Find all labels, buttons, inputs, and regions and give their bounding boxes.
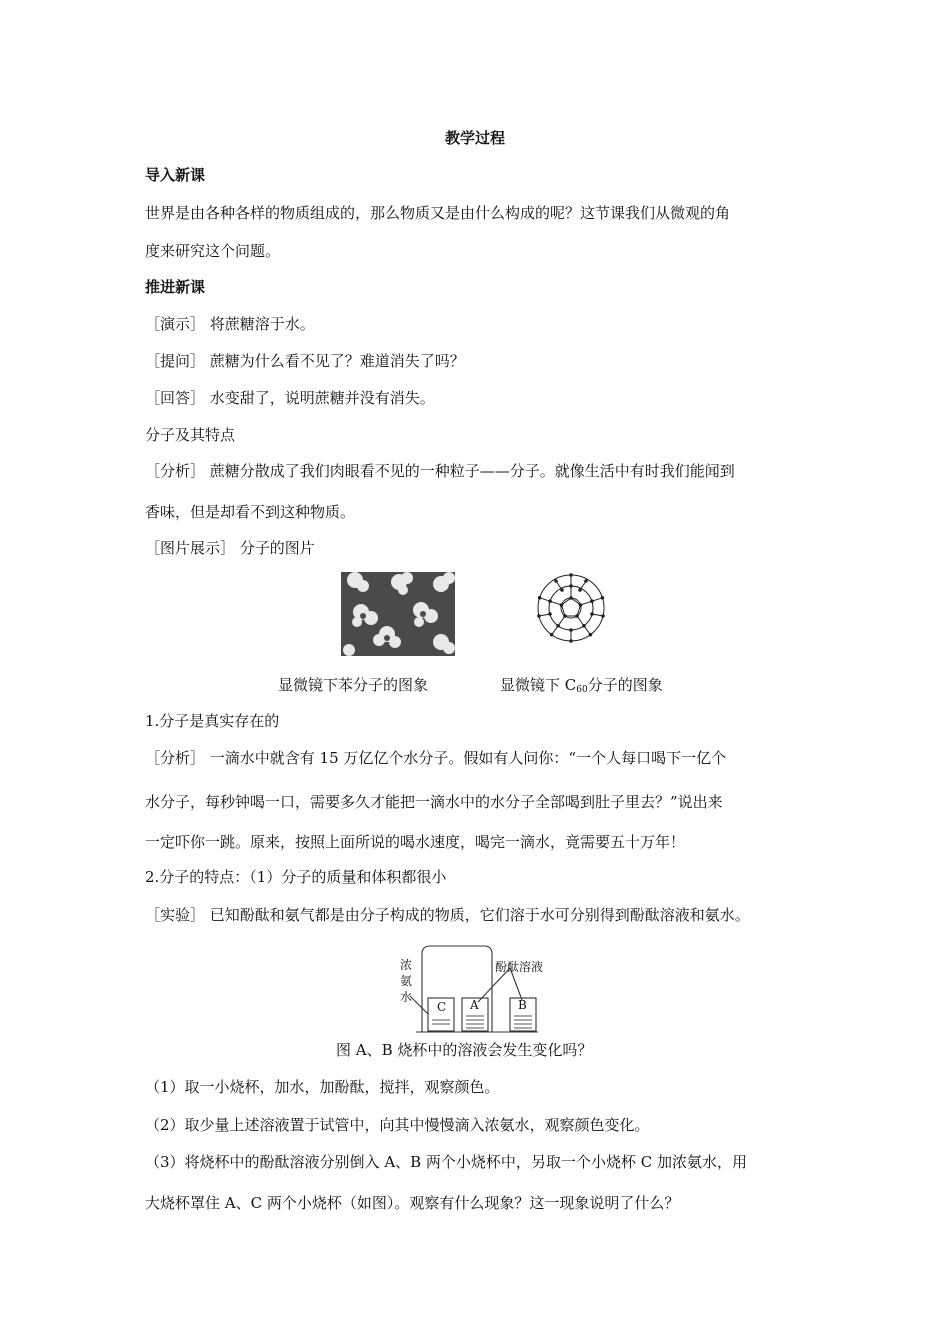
analysis2-line-1: ［分析］ 一滴水中就含有 15 万亿亿个水分子。假如有人问你：“一个人每口喝下一亿个 xyxy=(145,749,727,767)
label-ammonia-1: 浓 xyxy=(400,958,413,972)
molecule-heading: 分子及其特点 xyxy=(145,426,236,444)
label-ammonia-3: 水 xyxy=(400,990,413,1004)
label-beaker-b: B xyxy=(518,998,527,1012)
advance-heading: 推进新课 xyxy=(145,278,206,296)
picture-show-line: ［图片展示］ 分子的图片 xyxy=(145,539,315,557)
question-line: ［提问］ 蔗糖为什么看不见了？难道消失了吗？ xyxy=(145,352,465,370)
c60-caption-subscript: 60 xyxy=(576,685,588,695)
c60-molecule-image xyxy=(535,572,607,644)
point1-line: 1.分子是真实存在的 xyxy=(145,712,280,730)
intro-heading: 导入新课 xyxy=(145,166,206,184)
intro-text-line-2: 度来研究这个问题。 xyxy=(145,242,281,260)
experiment-line: ［实验］ 已知酚酞和氨气都是由分子构成的物质，它们溶于水可分别得到酚酞溶液和氨水。 xyxy=(145,906,750,924)
step1-line: （1）取一小烧杯，加水，加酚酞，搅拌，观察颜色。 xyxy=(145,1078,500,1096)
analysis1-line-1: ［分析］ 蔗糖分散成了我们肉眼看不见的一种粒子——分子。就像生活中有时我们能闻到 xyxy=(145,462,735,480)
c60-caption xyxy=(500,675,663,700)
step3-line-2: 大烧杯罩住 A、C 两个小烧杯（如图）。观察有什么现象？这一现象说明了什么？ xyxy=(145,1194,680,1212)
intro-text-line-1: 世界是由各种各样的物质组成的，那么物质又是由什么构成的呢？这节课我们从微观的角 xyxy=(145,204,731,222)
step2-line: （2）取少量上述溶液置于试管中，向其中慢慢滴入浓氨水，观察颜色变化。 xyxy=(145,1116,650,1134)
page-title: 教学过程 xyxy=(444,129,505,147)
beaker-experiment-diagram xyxy=(398,940,560,1034)
analysis1-line-2: 香味，但是却看不到这种物质。 xyxy=(145,503,356,521)
step3-line-1: （3）将烧杯中的酚酞溶液分别倒入 A、B 两个小烧杯中，另取一个小烧杯 C 加浓氨水，用 xyxy=(145,1153,747,1171)
benzene-caption: 显微镜下苯分子的图象 xyxy=(278,676,429,694)
label-phenolphthalein: 酚酞溶液 xyxy=(495,960,544,974)
label-beaker-c: C xyxy=(437,1000,447,1014)
analysis2-line-2: 水分子，每秒钟喝一口，需要多久才能把一滴水中的水分子全部喝到肚子里去？”说出来 xyxy=(145,793,723,811)
point2-line: 2.分子的特点：（1）分子的质量和体积都很小 xyxy=(145,868,447,886)
c60-caption-prefix: 显微镜下 C xyxy=(500,676,577,694)
label-beaker-a: A xyxy=(470,998,479,1012)
label-ammonia-2: 氨 xyxy=(400,974,413,988)
answer-line: ［回答］ 水变甜了，说明蔗糖并没有消失。 xyxy=(145,389,435,407)
c60-caption-suffix: 分子的图象 xyxy=(587,676,663,694)
beaker-caption: 图 A、B 烧杯中的溶液会发生变化吗？ xyxy=(336,1041,593,1059)
analysis2-line-3: 一定吓你一跳。原来，按照上面所说的喝水速度，喝完一滴水，竟需要五十万年！ xyxy=(145,833,686,851)
benzene-microscope-image xyxy=(341,572,455,656)
demo-line: ［演示］ 将蔗糖溶于水。 xyxy=(145,315,315,333)
